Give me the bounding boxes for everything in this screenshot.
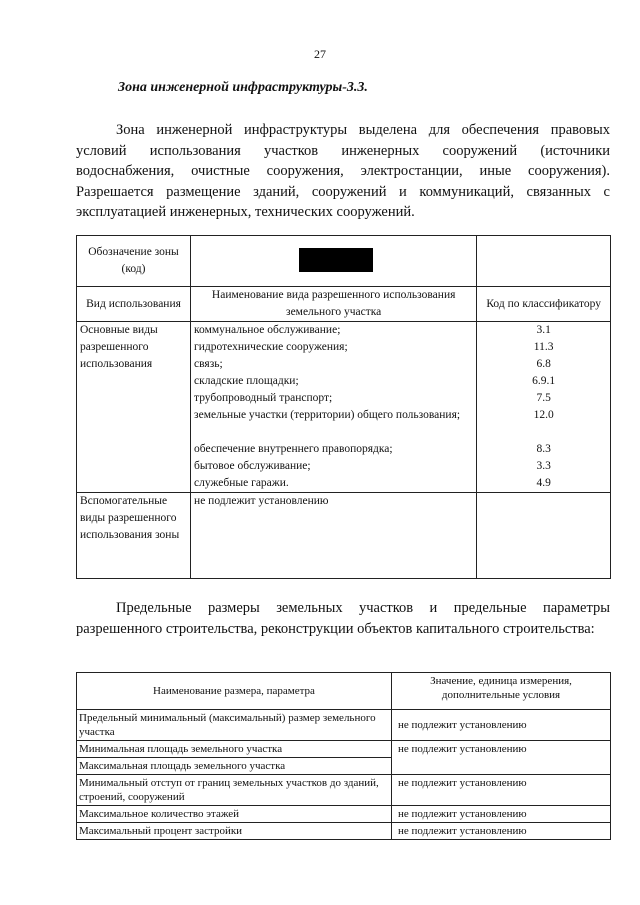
- param-value: не подлежит установлению: [392, 775, 611, 806]
- aux-uses-value: не подлежит установлению: [191, 493, 477, 579]
- param-name: Максимальное количество этажей: [77, 806, 392, 823]
- use-name: складские площадки;: [194, 375, 299, 387]
- param-name: Минимальная площадь земельного участка: [77, 741, 392, 758]
- use-code: 12.0: [533, 409, 554, 421]
- use-code: 6.8: [536, 358, 551, 370]
- redaction-block: [299, 248, 373, 272]
- main-uses-codes: [477, 322, 611, 493]
- limits-table: [76, 672, 611, 840]
- param-value: не подлежит установлению: [392, 741, 611, 775]
- param-value: не подлежит установлению: [392, 806, 611, 823]
- zone-code-cell: [191, 236, 477, 287]
- use-name: обеспечение внутреннего правопорядка;: [194, 443, 393, 455]
- param-name: Минимальный отступ от границ земельных участков до зданий, строений, сооружений: [77, 775, 392, 806]
- section-title: Зона инженерной инфраструктуры-3.3.: [118, 80, 368, 95]
- main-uses-label: Основные виды разрешенного использования: [77, 322, 191, 493]
- param-name: Максимальная площадь земельного участка: [77, 758, 392, 775]
- main-uses-list: [191, 322, 477, 493]
- col-header-param: Наименование размера, параметра: [77, 673, 392, 710]
- use-code: 3.3: [536, 460, 551, 472]
- use-name: земельные участки (территории) общего пользования;: [194, 409, 461, 421]
- col-header-type: Вид использования: [77, 287, 191, 322]
- empty-cell: [477, 236, 611, 287]
- col-header-value: Значение, единица измерения, дополнительные условия: [392, 673, 611, 710]
- param-value: не подлежит установлению: [392, 823, 611, 840]
- zone-code-label: Обозначение зоны (код): [77, 236, 191, 287]
- use-name: связь;: [194, 358, 223, 370]
- col-header-name: Наименование вида разрешенного использования земельного участка: [191, 287, 477, 322]
- page-number: 27: [314, 47, 326, 61]
- use-name: коммунальное обслуживание;: [194, 324, 341, 336]
- aux-uses-label: Вспомогательные виды разрешенного использования зоны: [77, 493, 191, 579]
- use-name: бытовое обслуживание;: [194, 460, 311, 472]
- use-name: служебные гаражи.: [194, 477, 289, 489]
- param-name: Предельный минимальный (максимальный) размер земельного участка: [77, 710, 392, 741]
- limits-paragraph: Предельные размеры земельных участков и предельные параметры разрешенного строительства, реконструкции объектов капитального строительства:: [76, 600, 610, 637]
- intro-paragraph: Зона инженерной инфраструктуры выделена для обеспечения правовых условий использования участков инженерных сооружений (источники водоснабжения, очистные сооружения, электростанции, иные сооружения). Разрешается размещение зданий, сооружений и коммуникаций, связанных с эксплуатацией инженерных, технических сооружений.: [76, 122, 610, 220]
- col-header-code: Код по классификатору: [477, 287, 611, 322]
- use-code: 8.3: [536, 443, 551, 455]
- use-code: 6.9.1: [532, 375, 556, 387]
- zone-uses-table: [76, 235, 611, 579]
- use-code: 7.5: [536, 392, 551, 404]
- param-value: не подлежит установлению: [392, 710, 611, 741]
- param-name: Максимальный процент застройки: [77, 823, 392, 840]
- use-code: 11.3: [533, 341, 554, 353]
- use-name: трубопроводный транспорт;: [194, 392, 333, 404]
- use-code: 3.1: [536, 324, 551, 336]
- empty-cell: [477, 493, 611, 579]
- use-code: 4.9: [536, 477, 551, 489]
- use-name: гидротехнические сооружения;: [194, 341, 348, 353]
